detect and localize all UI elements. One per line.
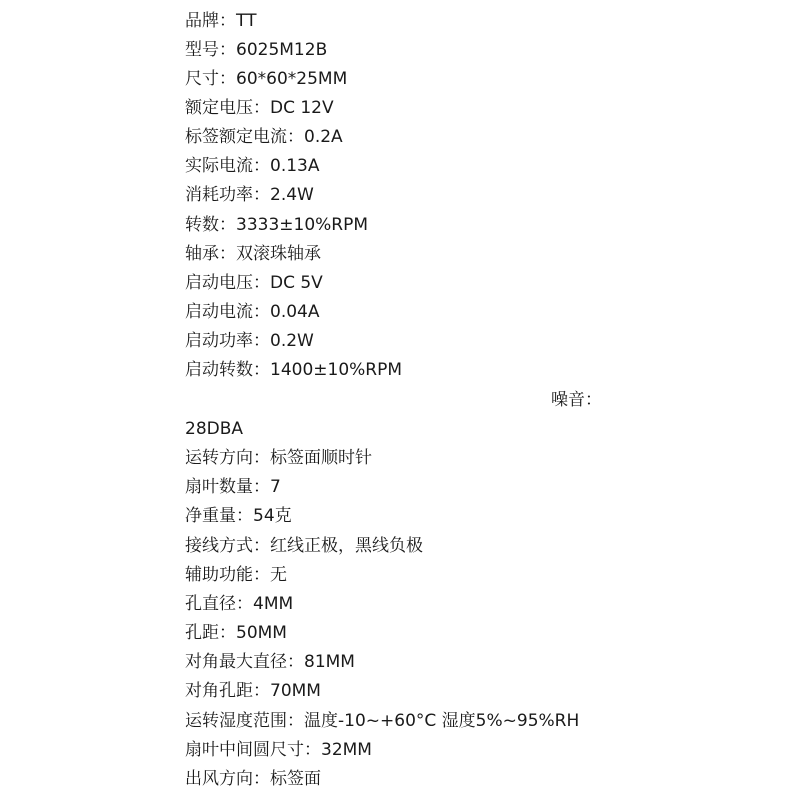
spec-start-speed: 启动转数：1400±10%RPM xyxy=(185,360,403,380)
spec-power: 消耗功率：2.4W xyxy=(185,185,314,205)
spec-rated-voltage: 额定电压：DC 12V xyxy=(185,98,334,118)
spec-operating-range: 运转湿度范围：温度-10~+60°C 湿度5%~95%RH xyxy=(185,711,580,731)
spec-diagonal-diameter: 对角最大直径：81MM xyxy=(185,652,355,672)
spec-hole-diameter: 孔直径：4MM xyxy=(185,594,294,614)
spec-start-power: 启动功率：0.2W xyxy=(185,331,314,351)
spec-brand: 品牌：TT xyxy=(185,11,257,31)
spec-actual-current: 实际电流：0.13A xyxy=(185,156,320,176)
spec-model: 型号：6025M12B xyxy=(185,40,328,60)
spec-start-current: 启动电流：0.04A xyxy=(185,302,320,322)
spec-noise-value: 28DBA xyxy=(185,419,244,439)
spec-noise-label: 噪音： xyxy=(551,390,602,410)
spec-hub-size: 扇叶中间圆尺寸：32MM xyxy=(185,740,372,760)
spec-start-voltage: 启动电压：DC 5V xyxy=(185,273,323,293)
spec-rated-current: 标签额定电流：0.2A xyxy=(185,127,343,147)
spec-weight: 净重量：54克 xyxy=(185,506,292,526)
spec-aux-function: 辅助功能：无 xyxy=(185,565,287,585)
spec-rotation: 运转方向：标签面顺时针 xyxy=(185,448,372,468)
spec-speed: 转数：3333±10%RPM xyxy=(185,215,369,235)
spec-airflow: 出风方向：标签面 xyxy=(185,769,321,789)
spec-size: 尺寸：60*60*25MM xyxy=(185,69,348,89)
spec-diagonal-hole: 对角孔距：70MM xyxy=(185,681,321,701)
spec-hole-spacing: 孔距：50MM xyxy=(185,623,287,643)
spec-wiring: 接线方式：红线正极，黑线负极 xyxy=(185,536,423,556)
spec-bearing: 轴承：双滚珠轴承 xyxy=(185,244,321,264)
spec-blade-count: 扇叶数量：7 xyxy=(185,477,281,497)
